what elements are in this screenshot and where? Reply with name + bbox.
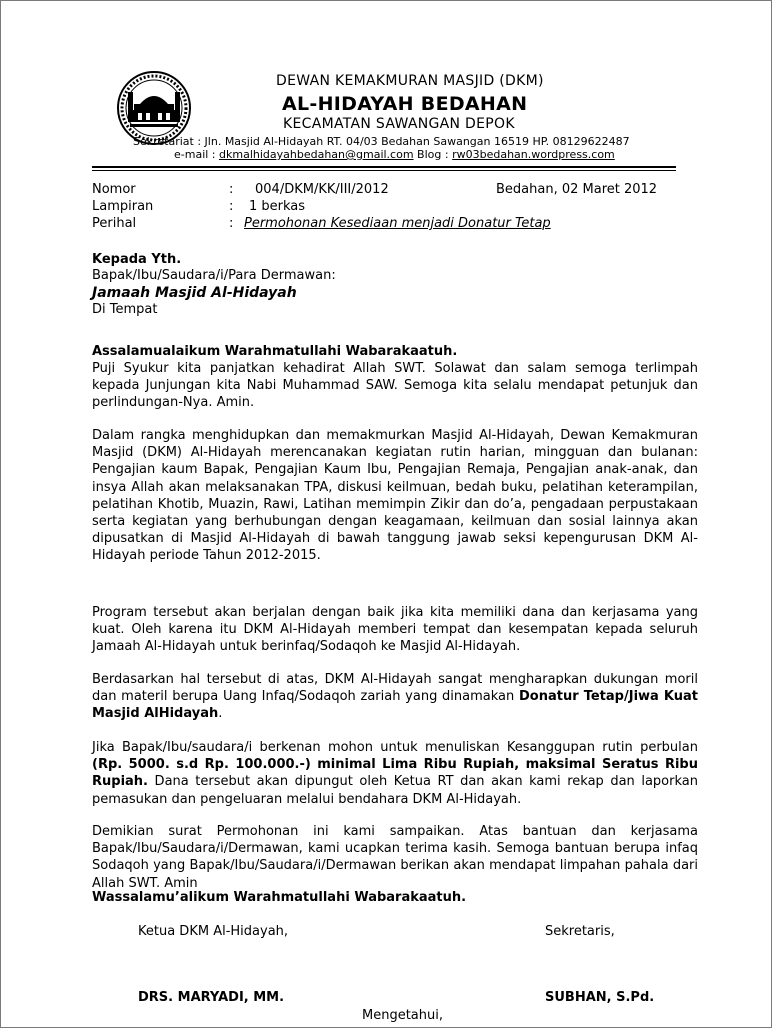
p5-end: Dana tersebut akan dipungut oleh Ketua RT dan akan kami rekap dan laporkan pemasukan dan pengeluaran melalui bendahara DKM Al-Hidayah. — [92, 774, 698, 807]
nomor-label: Nomor — [92, 182, 136, 197]
lampiran-label: Lampiran — [92, 199, 154, 214]
paragraph-6: Demikian surat Permohonan ini kami sampaikan. Atas bantuan dan kerjasama Bapak/Ibu/Saudara/i/Dermawan, kami ucapkan terima kasih. Semoga bantuan berupa infaq Sodaqoh yang Bapak/Ibu/Saudara/i/Dermawan berikan akan mendapat limpahan pahala dari Allah SWT. Amin — [92, 824, 698, 891]
lampiran-sep: : — [229, 199, 234, 214]
letterhead-org: DEWAN KEMAKMURAN MASJID (DKM) — [276, 73, 544, 89]
blog-label: Blog : — [413, 148, 453, 161]
recipient-line2: Jamaah Masjid Al-Hidayah — [92, 285, 297, 301]
recipient-line3: Di Tempat — [92, 302, 158, 317]
letterhead-contact — [174, 148, 615, 161]
email-link[interactable]: dkmalhidayahbedahan@gmail.com — [219, 148, 414, 161]
perihal-value: Permohonan Kesediaan menjadi Donatur Tetap — [244, 216, 551, 231]
letterhead-address: Sekretariat : Jln. Masjid Al-Hidayah RT. 04/03 Bedahan Sawangan 16519 HP. 08129622487 — [133, 135, 630, 148]
blog-link[interactable]: rw03bedahan.wordpress.com — [452, 148, 615, 161]
letterhead-district: KECAMATAN SAWANGAN DEPOK — [283, 116, 515, 132]
letterhead-rule-thick — [92, 166, 676, 168]
signature-right-title: Sekretaris, — [545, 924, 615, 939]
paragraph-4 — [92, 671, 698, 723]
paragraph-5 — [92, 739, 698, 808]
paragraph-1: Puji Syukur kita panjatkan kehadirat Allah SWT. Solawat dan salam semoga terlimpah kepada Junjungan kita Nabi Muhammad SAW. Semoga kita selalu mendapat petunjuk dan perlindungan-Nya. Amin. — [92, 361, 698, 411]
p4-bold: Donatur Tetap/Jiwa Kuat Masjid AlHidayah — [92, 689, 699, 722]
email-label: e-mail : — [174, 148, 220, 161]
closing-greeting: Wassalamu’alikum Warahmatullahi Wabarakaatuh. — [92, 890, 467, 905]
perihal-label: Perihal — [92, 216, 137, 231]
letterhead-rule-thin — [92, 170, 676, 171]
recipient-line1: Bapak/Ibu/Saudara/i/Para Dermawan: — [92, 268, 336, 283]
greeting: Assalamualaikum Warahmatullahi Wabarakaatuh. — [92, 344, 458, 359]
recipient-salute: Kepada Yth. — [92, 252, 182, 267]
p4-text: Berdasarkan hal tersebut di atas, DKM Al-Hidayah sangat mengharapkan dukungan moril dan materil berupa Uang Infaq/Sodaqoh zariah yang dinamakan — [92, 672, 698, 705]
nomor-sep: : — [229, 182, 234, 197]
perihal-sep: : — [229, 216, 234, 231]
p4-end: . — [218, 706, 223, 722]
lampiran-value: 1 berkas — [249, 199, 306, 214]
signature-left-title: Ketua DKM Al-Hidayah, — [138, 924, 289, 939]
letter-date: Bedahan, 02 Maret 2012 — [496, 182, 658, 197]
acknowledged-label: Mengetahui, — [362, 1008, 443, 1023]
nomor-value: 004/DKM/KK/III/2012 — [255, 182, 389, 197]
p5-text: Jika Bapak/Ibu/saudara/i berkenan mohon untuk menuliskan Kesanggupan rutin perbulan — [92, 740, 698, 755]
letterhead-name: AL-HIDAYAH BEDAHAN — [282, 93, 528, 115]
signature-right-name: SUBHAN, S.Pd. — [545, 990, 655, 1005]
paragraph-2: Dalam rangka menghidupkan dan memakmurkan Masjid Al-Hidayah, Dewan Kemakmuran Masjid (DKM) Al-Hidayah merencanakan kegiatan rutin harian, mingguan dan bulanan: Pengajian kaum Bapak, Pengajian Kaum Ibu, Pengajian Remaja, Pengajian anak-anak, dan insya Allah akan melaksanakan TPA, diskusi keilmuan, bedah buku, pelatihan keterampilan, pelatihan Khotib, Muazin, Rawi, Latihan memimpin Zikir dan do’a, pengadaan perpustakaan serta kegiatan yang berhubungan dengan keagamaan, keilmuan dan sosial lainnya akan dipusatkan di Masjid Al-Hidayah di bawah tanggung jawab seksi kepengurusan DKM Al-Hidayah periode Tahun 2012-2015. — [92, 428, 698, 564]
signature-left-name: DRS. MARYADI, MM. — [138, 990, 285, 1005]
paragraph-3: Program tersebut akan berjalan dengan baik jika kita memiliki dana dan kerjasama yang kuat. Oleh karena itu DKM Al-Hidayah memberi tempat dan kesempatan kepada seluruh Jamaah Al-Hidayah untuk berinfaq/Sodaqoh ke Masjid Al-Hidayah. — [92, 605, 698, 655]
p5-bold: (Rp. 5000. s.d Rp. 100.000.-) minimal Lima Ribu Rupiah, maksimal Seratus Ribu Rupiah. — [92, 757, 698, 790]
